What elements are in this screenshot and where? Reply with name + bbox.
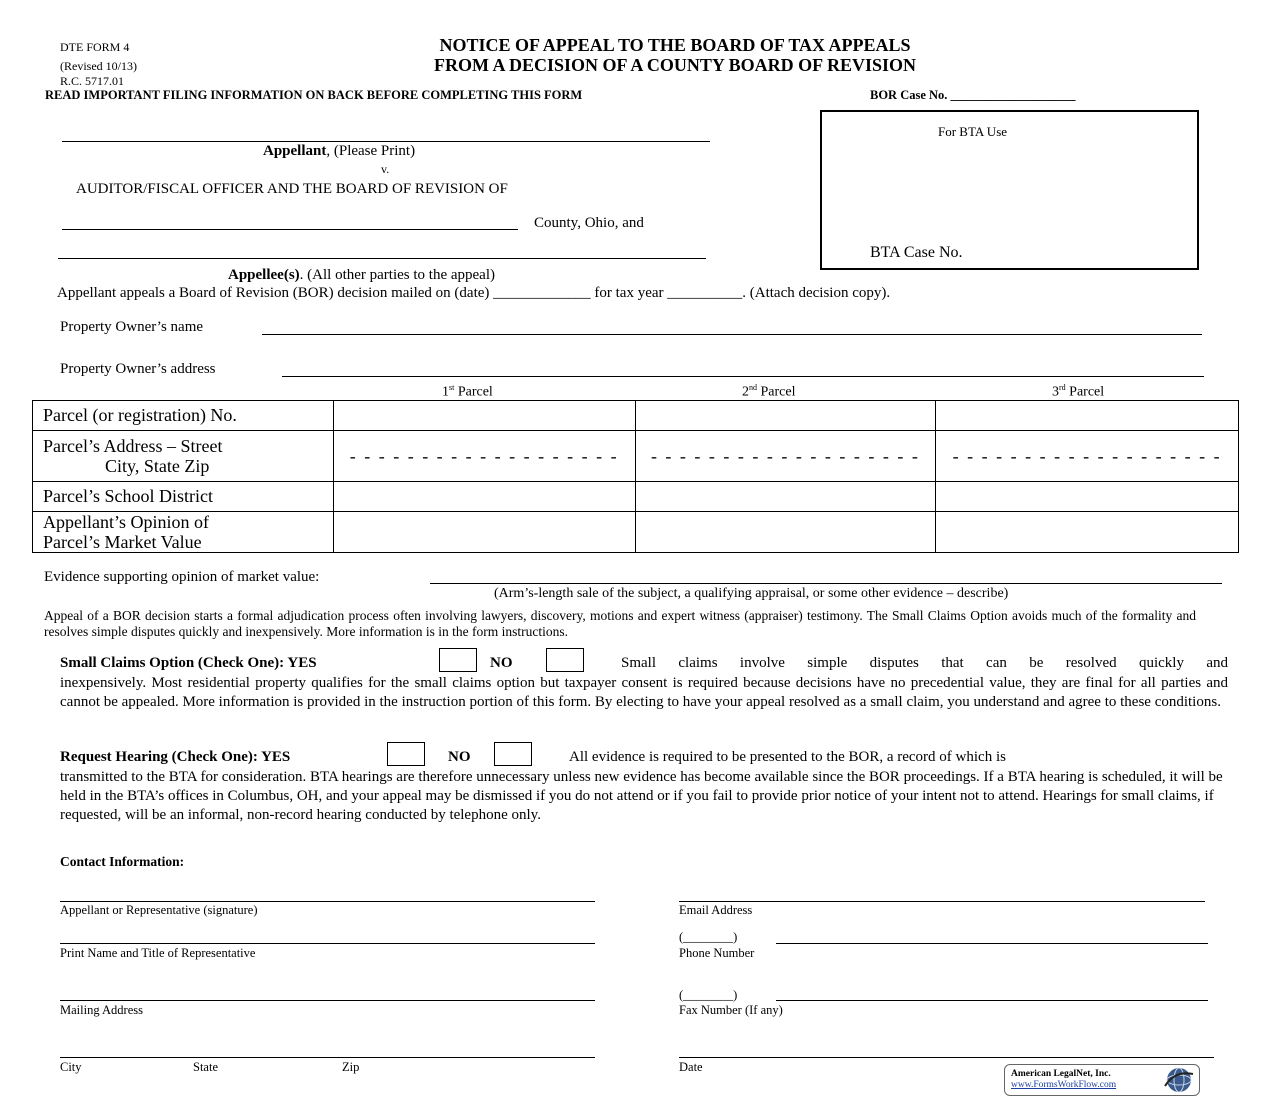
city-label: City <box>60 1060 82 1074</box>
owner-name-label: Property Owner’s name <box>60 319 204 335</box>
hearing-no-checkbox[interactable] <box>494 742 532 766</box>
parcel-2-address-cell[interactable]: - - - - - - - - - - - - - - - - - - - <box>635 431 936 482</box>
zip-label: Zip <box>342 1060 360 1074</box>
parcel-2-district-cell[interactable] <box>635 482 936 512</box>
fax-label: Fax Number (If any) <box>679 1003 783 1017</box>
parcel-3-address-cell[interactable]: - - - - - - - - - - - - - - - - - - - <box>936 431 1239 482</box>
county-name-line[interactable] <box>62 229 518 230</box>
versus: v. <box>381 162 390 176</box>
hearing-label: Request Hearing (Check One): YES <box>60 749 291 765</box>
county-label: County, Ohio, and <box>534 215 644 231</box>
auditor-line: AUDITOR/FISCAL OFFICER AND THE BOARD OF REVISION OF <box>76 181 508 197</box>
table-row <box>33 482 1239 512</box>
adjudication-notice: Appeal of a BOR decision starts a formal adjudication process often involving lawyers, discovery, motions and expert witness (appraiser) testimony. The Small Claims Option avoids much of the formality and resolves simple disputes quickly and inexpensively. More information is in the form instructions. <box>44 608 1196 639</box>
email-line[interactable] <box>679 901 1205 902</box>
evidence-hint: (Arm’s-length sale of the subject, a qualifying appraisal, or some other evidence – describe) <box>494 586 1009 601</box>
american-legalnet-logo[interactable] <box>1004 1064 1200 1096</box>
hearing-text: transmitted to the BTA for consideration. BTA hearings are therefore unnecessary unless new evidence has become available since the BOR proceedings. If a BTA hearing is scheduled, it will be held in the BTA’s offices in Columbus, OH, and your appeal may be dismissed if you do not attend or if you fail to provide prior notice of your intent not to attend. Hearings for small claims, if requested, will be an informal, non-record hearing conducted by telephone only. <box>60 769 1223 823</box>
title-line-2: FROM A DECISION OF A COUNTY BOARD OF REVISION <box>433 55 917 75</box>
small-claims-no-label: NO <box>490 655 513 671</box>
appellant-name-line[interactable] <box>62 141 710 142</box>
print-name-label: Print Name and Title of Representative <box>60 946 256 960</box>
revised-code: R.C. 5717.01 <box>60 74 125 88</box>
parcel-table <box>32 400 1239 553</box>
parcel-3-value-cell[interactable] <box>936 512 1239 553</box>
hearing-yes-checkbox[interactable] <box>387 742 425 766</box>
phone-label: Phone Number <box>679 946 755 960</box>
phone-area-code[interactable]: (________) <box>679 930 738 944</box>
form-id: DTE FORM 4 <box>60 40 130 54</box>
state-label: State <box>193 1060 218 1074</box>
fax-area-code[interactable]: (________) <box>679 988 738 1002</box>
read-notice: READ IMPORTANT FILING INFORMATION ON BACK BEFORE COMPLETING THIS FORM <box>45 88 583 102</box>
appellee-caption: Appellee(s). (All other parties to the appeal) <box>228 267 496 283</box>
small-claims-yes-checkbox[interactable] <box>439 648 477 672</box>
evidence-label: Evidence supporting opinion of market value: <box>44 569 320 585</box>
parcel-3-number-cell[interactable] <box>936 401 1239 431</box>
small-claims-text: inexpensively. Most residential property qualifies for the small claims option but taxpayer consent is required because decisions have no precedential value, they are final for all parties and cannot be appealed. More information is provided in the instruction portion of this form. By electing to have your appeal resolved as a small claim, you understand and agree to these conditions. <box>60 675 1228 710</box>
logo-company: American LegalNet, Inc. <box>1011 1069 1111 1079</box>
parcel-3-district-cell[interactable] <box>936 482 1239 512</box>
parcel-2-number-cell[interactable] <box>635 401 936 431</box>
parcel-1-value-cell[interactable] <box>333 512 635 553</box>
parcel-1-header: 1st Parcel <box>442 383 493 400</box>
fax-line[interactable] <box>776 1000 1208 1001</box>
revised-date: (Revised 10/13) <box>60 59 137 73</box>
row-label-parcel-number: Parcel (or registration) No. <box>33 401 334 431</box>
contact-heading: Contact Information: <box>60 854 185 869</box>
signature-line[interactable] <box>60 901 595 902</box>
mailing-address-line[interactable] <box>60 1000 595 1001</box>
bta-use-box <box>820 110 1199 270</box>
date-label: Date <box>679 1060 703 1074</box>
mailing-address-label: Mailing Address <box>60 1003 143 1017</box>
bta-use-label: For BTA Use <box>938 124 1008 139</box>
logo-url[interactable]: www.FormsWorkFlow.com <box>1011 1080 1117 1090</box>
table-row <box>33 512 1239 553</box>
table-row <box>33 401 1239 431</box>
phone-line[interactable] <box>776 943 1208 944</box>
hearing-text-first: All evidence is required to be presented to the BOR, a record of which is <box>569 749 1006 765</box>
globe-icon <box>1161 1066 1195 1094</box>
appeal-decision-line[interactable]: Appellant appeals a Board of Revision (BOR) decision mailed on (date) _____________ for tax year __________. (Attach decision copy). <box>57 285 891 301</box>
row-label-market-value: Appellant’s Opinion of Parcel’s Market Value <box>33 512 334 553</box>
small-claims-no-checkbox[interactable] <box>546 648 584 672</box>
print-name-line[interactable] <box>60 943 595 944</box>
hearing-no-label: NO <box>448 749 471 765</box>
owner-name-line[interactable] <box>262 334 1202 335</box>
parcel-1-address-cell[interactable]: - - - - - - - - - - - - - - - - - - - <box>333 431 635 482</box>
appellant-caption: Appellant, (Please Print) <box>263 143 416 159</box>
row-label-parcel-address: Parcel’s Address – Street City, State Zip <box>33 431 334 482</box>
small-claims-text-first: Small claims involve simple disputes that can be resolved quickly and <box>621 655 1228 671</box>
signature-label: Appellant or Representative (signature) <box>60 903 258 917</box>
table-row <box>33 431 1239 482</box>
parcel-1-district-cell[interactable] <box>333 482 635 512</box>
appellee-name-line[interactable] <box>58 258 706 259</box>
email-label: Email Address <box>679 903 753 917</box>
date-line[interactable] <box>679 1057 1214 1058</box>
row-label-school-district: Parcel’s School District <box>33 482 334 512</box>
parcel-2-value-cell[interactable] <box>635 512 936 553</box>
evidence-line[interactable] <box>430 583 1222 584</box>
parcel-2-header: 2nd Parcel <box>742 383 796 400</box>
owner-address-label: Property Owner’s address <box>60 361 216 377</box>
small-claims-label: Small Claims Option (Check One): YES <box>60 655 317 671</box>
title-line-1: NOTICE OF APPEAL TO THE BOARD OF TAX APPEALS <box>439 35 911 55</box>
city-state-zip-line[interactable] <box>60 1057 595 1058</box>
parcel-1-number-cell[interactable] <box>333 401 635 431</box>
bor-case-number[interactable]: BOR Case No. ____________________ <box>870 88 1076 102</box>
bta-case-label: BTA Case No. <box>870 244 963 261</box>
owner-address-line[interactable] <box>282 376 1204 377</box>
parcel-3-header: 3rd Parcel <box>1052 383 1105 400</box>
